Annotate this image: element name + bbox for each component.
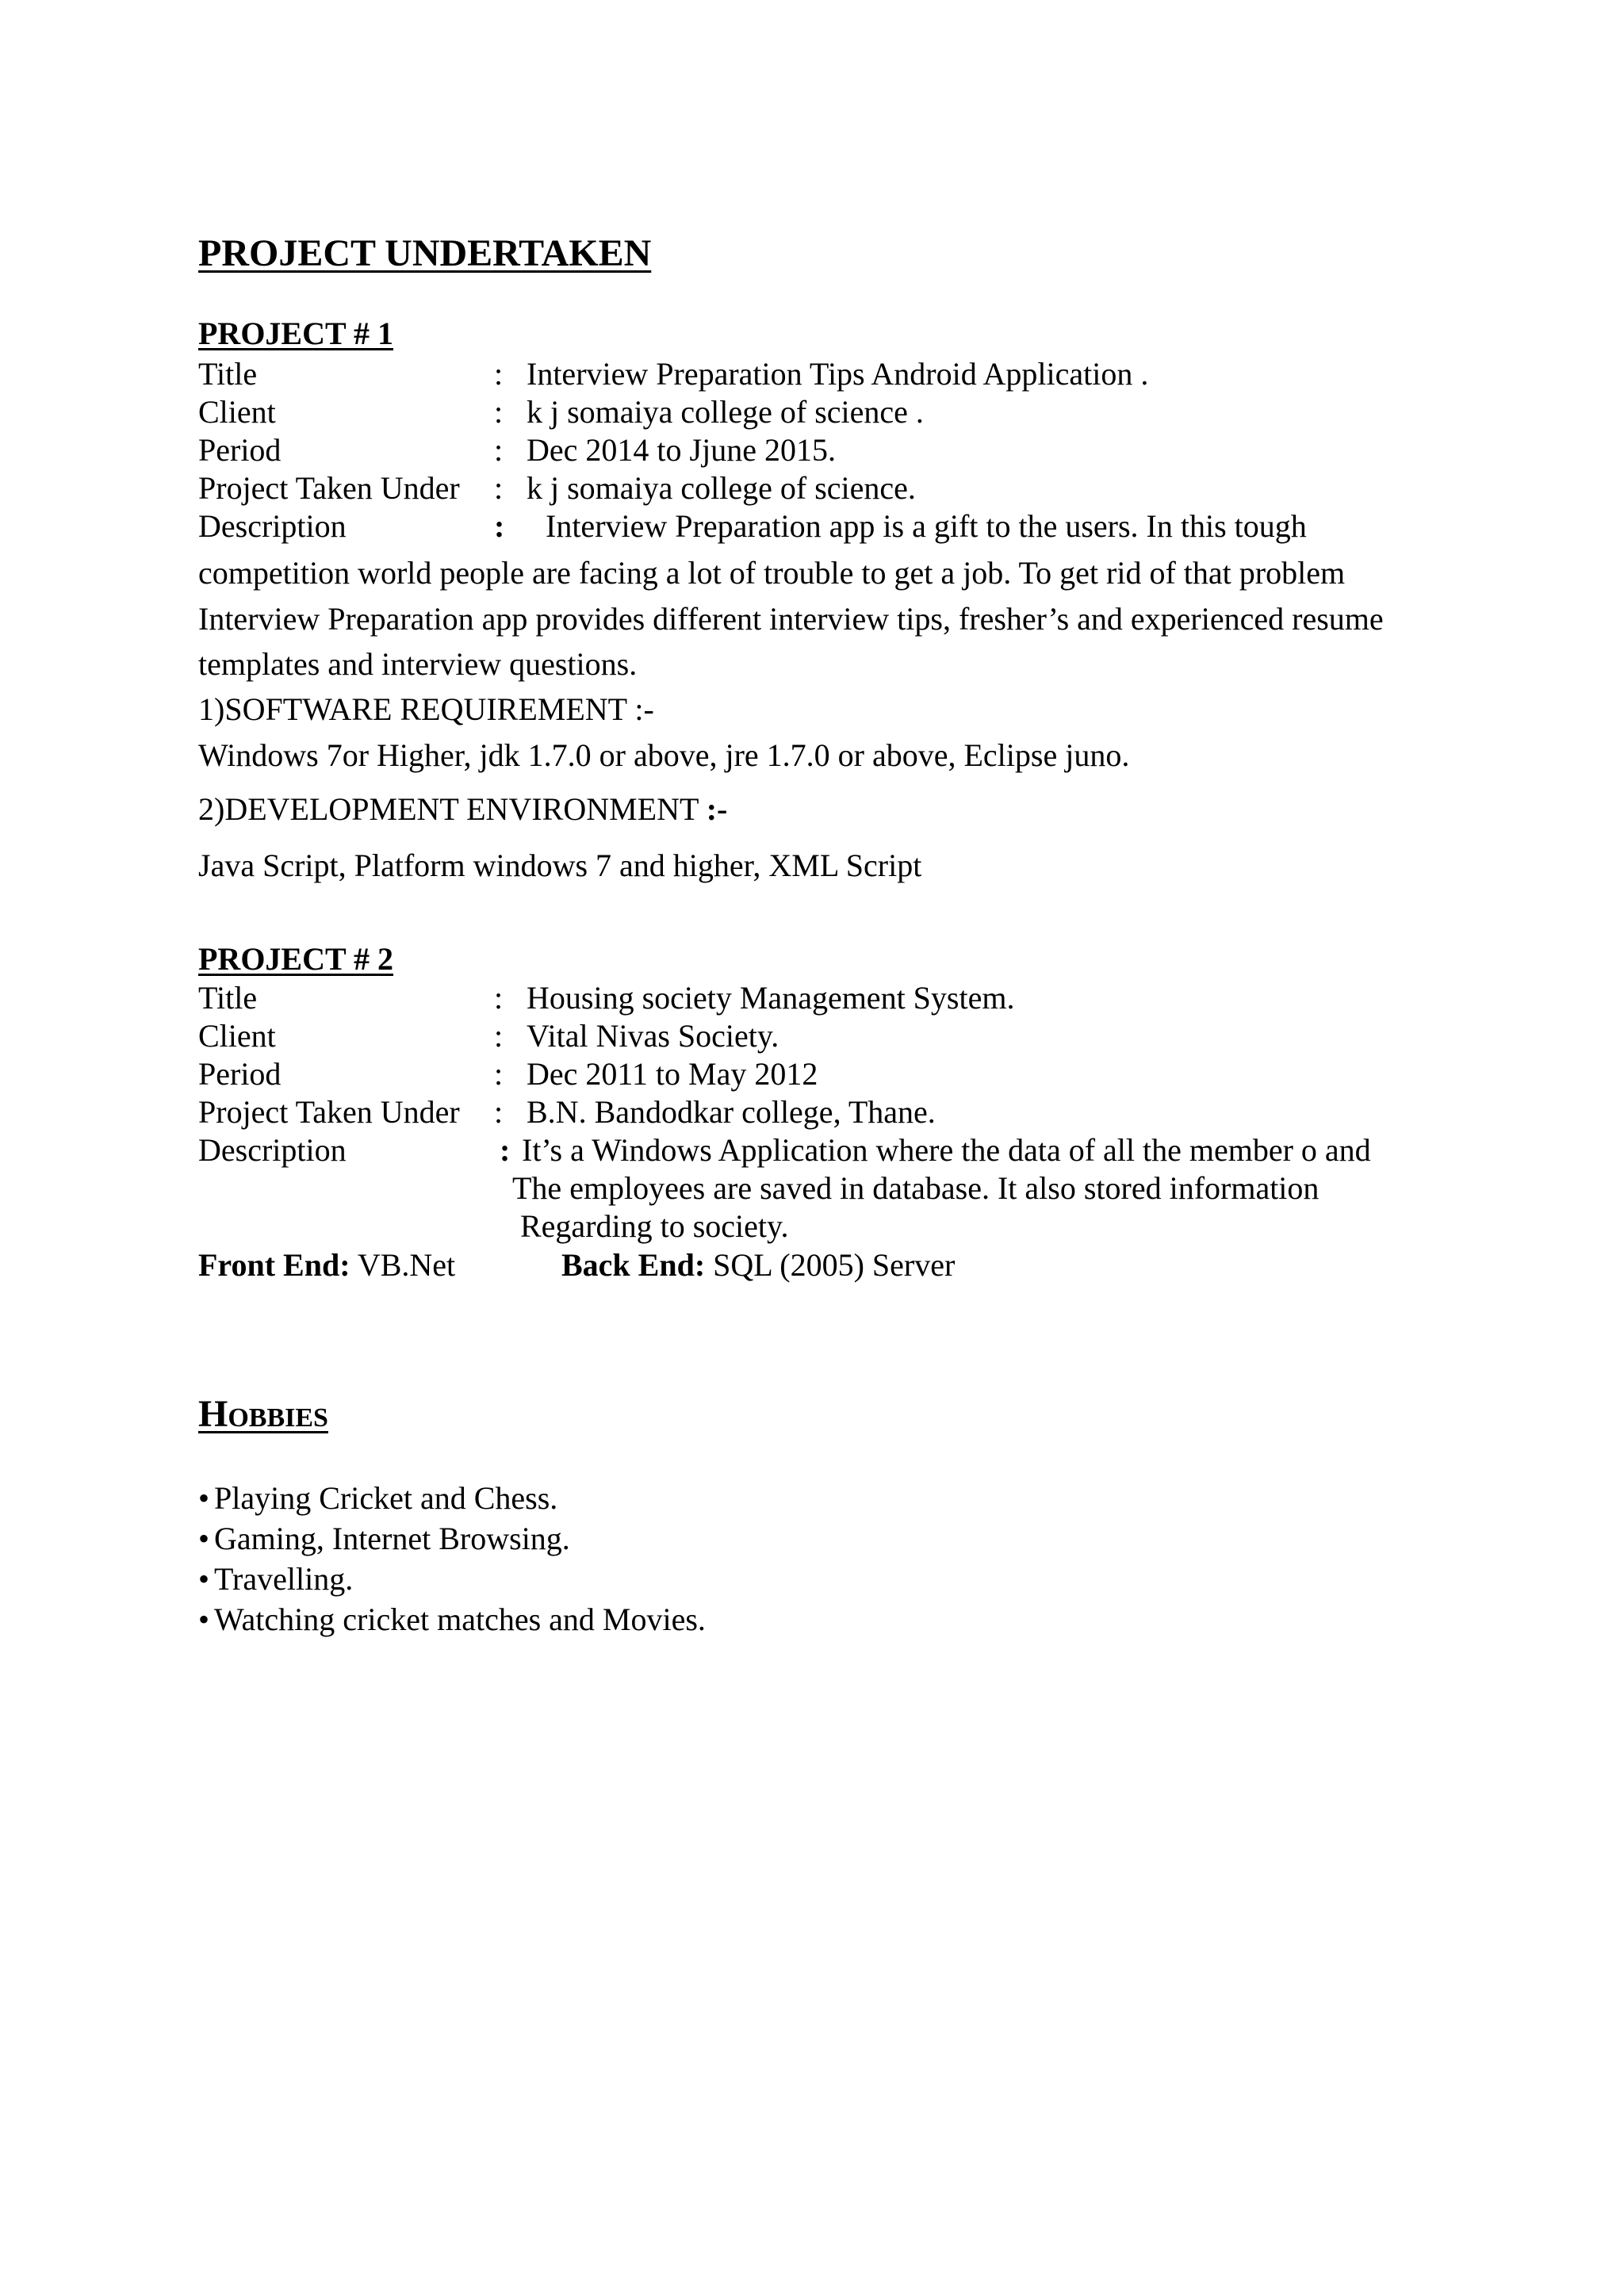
project1-desc-line: competition world people are facing a lot of trouble to get a job. To get rid of that problem xyxy=(198,555,1346,591)
devenv-heading-text: 2)DEVELOPMENT ENVIRONMENT xyxy=(198,791,699,827)
project2-desc-first: It’s a Windows Application where the data of all the member o and xyxy=(522,1132,1371,1168)
bullet-icon: • xyxy=(198,1601,210,1637)
bullet-icon: • xyxy=(198,1561,210,1597)
project2-desc-line: Regarding to society. xyxy=(520,1208,789,1244)
project1-client-value: k j somaiya college of science . xyxy=(527,394,924,430)
project1-period-label: Period xyxy=(198,432,282,468)
hobby-item-text: Watching cricket matches and Movies. xyxy=(214,1601,706,1637)
hobby-item xyxy=(198,1523,570,1555)
software-requirement-text: Windows 7or Higher, jdk 1.7.0 or above, jre 1.7.0 or above, Eclipse juno. xyxy=(198,737,1130,773)
project2-period-value: Dec 2011 to May 2012 xyxy=(527,1056,818,1092)
project1-period-value: Dec 2014 to Jjune 2015. xyxy=(527,432,836,468)
project2-period-colon: : xyxy=(494,1056,504,1092)
project1-desc-line: templates and interview questions. xyxy=(198,646,638,682)
back-end-value: SQL (2005) Server xyxy=(713,1247,956,1283)
hobby-item xyxy=(198,1563,353,1595)
hobby-item-text: Gaming, Internet Browsing. xyxy=(214,1521,570,1556)
front-end-value: VB.Net xyxy=(357,1247,456,1283)
project2-desc-colon: : xyxy=(500,1132,511,1168)
project1-desc-label: Description xyxy=(198,508,347,544)
back-end-label: Back End: xyxy=(561,1247,706,1283)
project2-title-label: Title xyxy=(198,980,258,1016)
project1-desc-colon: : xyxy=(494,508,505,544)
front-end-label: Front End: xyxy=(198,1247,350,1283)
hobbies-title: Hobbies xyxy=(198,1393,328,1435)
project1-title-label: Title xyxy=(198,356,258,392)
project2-desc-line: The employees are saved in database. It also stored information xyxy=(512,1170,1320,1206)
project2-client-label: Client xyxy=(198,1018,276,1054)
bullet-icon: • xyxy=(198,1521,210,1556)
project2-taken-label: Project Taken Under xyxy=(198,1094,460,1130)
software-requirement-heading: 1)SOFTWARE REQUIREMENT :- xyxy=(198,691,654,727)
back-end-line xyxy=(561,1249,955,1281)
project1-title-value: Interview Preparation Tips Android Application . xyxy=(527,356,1149,392)
hobby-item xyxy=(198,1601,706,1637)
project2-heading: PROJECT # 2 xyxy=(198,941,393,977)
development-environment-text: Java Script, Platform windows 7 and higher, XML Script xyxy=(198,848,922,883)
project1-period-colon: : xyxy=(494,432,504,468)
project1-taken-label: Project Taken Under xyxy=(198,470,460,506)
project1-client-label: Client xyxy=(198,394,276,430)
project1-taken-value: k j somaiya college of science. xyxy=(527,470,916,506)
bullet-icon: • xyxy=(198,1480,210,1516)
project1-desc-first: Interview Preparation app is a gift to the users. In this tough xyxy=(546,508,1307,544)
project2-title-value: Housing society Management System. xyxy=(527,980,1015,1016)
hobby-item xyxy=(198,1480,558,1516)
project2-taken-colon: : xyxy=(494,1094,504,1130)
project2-desc-label: Description xyxy=(198,1132,347,1168)
project1-taken-colon: : xyxy=(494,470,504,506)
project1-desc-line: Interview Preparation app provides different interview tips, fresher’s and experienced resume xyxy=(198,601,1384,637)
project2-period-label: Period xyxy=(198,1056,282,1092)
project1-title-colon: : xyxy=(494,356,504,392)
front-end-line xyxy=(198,1249,455,1281)
project1-client-colon: : xyxy=(494,394,504,430)
project2-client-value: Vital Nivas Society. xyxy=(527,1018,779,1054)
project2-taken-value: B.N. Bandodkar college, Thane. xyxy=(527,1094,936,1130)
development-environment-heading xyxy=(198,791,728,827)
hobby-item-text: Playing Cricket and Chess. xyxy=(214,1480,558,1516)
project2-client-colon: : xyxy=(494,1018,504,1054)
devenv-heading-suffix: :- xyxy=(706,791,728,827)
hobby-item-text: Travelling. xyxy=(214,1561,354,1597)
project1-heading: PROJECT # 1 xyxy=(198,316,393,351)
section-title-projects: PROJECT UNDERTAKEN xyxy=(198,232,652,274)
project2-title-colon: : xyxy=(494,980,504,1016)
